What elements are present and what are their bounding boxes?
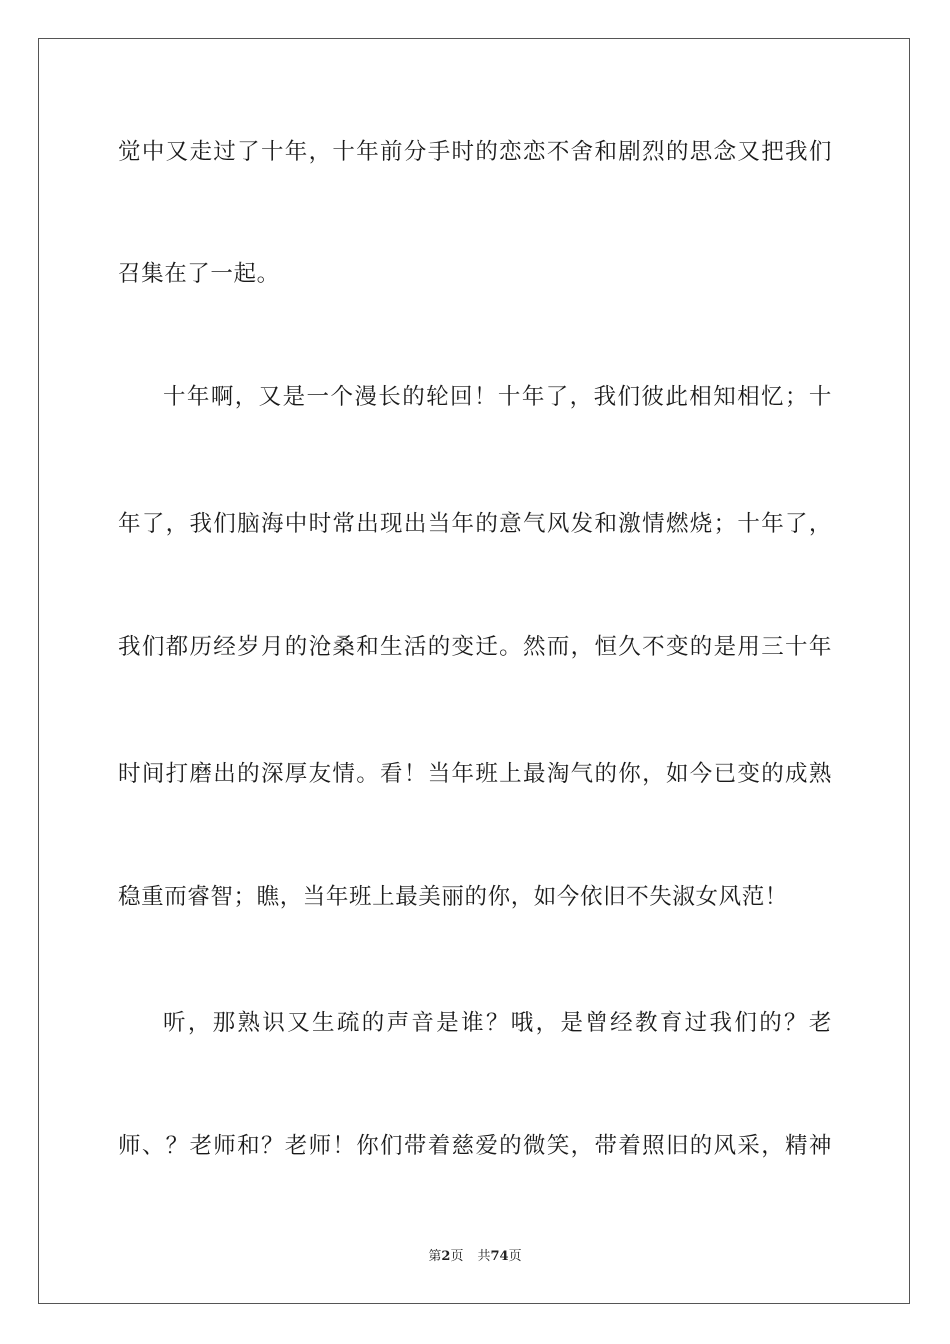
text-line-4: 年了，我们脑海中时常出现出当年的意气风发和激情燃烧；十年了，	[118, 511, 832, 537]
text-line-7: 稳重而睿智；瞧，当年班上最美丽的你，如今依旧不失淑女风范！	[118, 884, 788, 910]
footer-total-suffix: 页	[508, 1249, 522, 1264]
text-line-8: 听，那熟识又生疏的声音是谁？哦，是曾经教育过我们的？老	[163, 1010, 832, 1036]
footer-page-prefix: 第	[428, 1249, 442, 1264]
text-line-9: 师、？老师和？老师！你们带着慈爱的微笑，带着照旧的风采，精神	[118, 1133, 832, 1159]
footer-page-suffix: 页	[450, 1249, 464, 1264]
footer-total-pages: 74	[490, 1249, 509, 1264]
text-line-6: 时间打磨出的深厚友情。看！当年班上最淘气的你，如今已变的成熟	[118, 761, 832, 787]
page-frame	[38, 38, 910, 1304]
text-line-2: 召集在了一起。	[118, 261, 280, 287]
text-line-5: 我们都历经岁月的沧桑和生活的变迁。然而，恒久不变的是用三十年	[118, 634, 832, 660]
page-footer	[0, 1248, 950, 1266]
footer-total-prefix: 共	[477, 1249, 491, 1264]
text-line-3: 十年啊，又是一个漫长的轮回！十年了，我们彼此相知相忆；十	[163, 384, 832, 410]
text-line-1: 觉中又走过了十年，十年前分手时的恋恋不舍和剧烈的思念又把我们	[118, 139, 832, 165]
footer-page-number: 2	[441, 1249, 451, 1264]
